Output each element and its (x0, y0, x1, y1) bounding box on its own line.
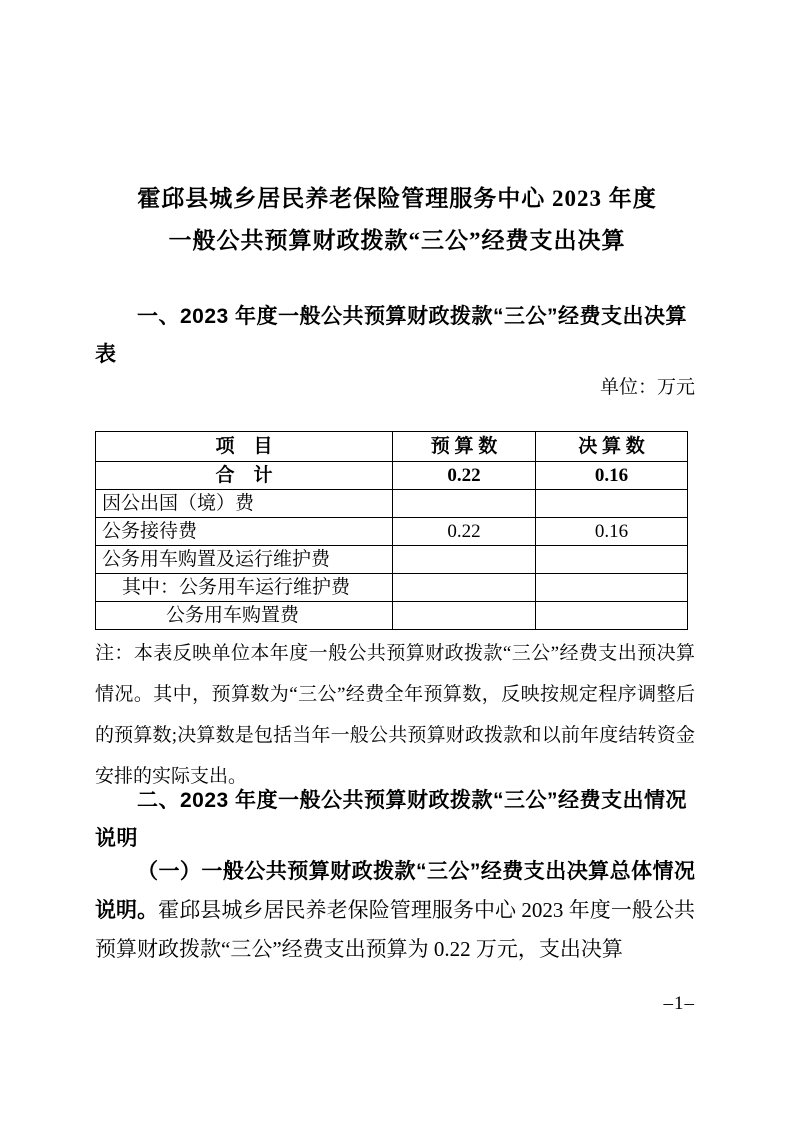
cell-item-abroad: 因公出国（境）费 (96, 490, 393, 518)
cell-final-total: 0.16 (536, 462, 688, 490)
table-row-total (96, 462, 688, 490)
cell-item-vehicle-purchase: 公务用车购置费 (96, 602, 393, 630)
col-header-final: 决 算 数 (536, 432, 688, 462)
cell-item-vehicle-total: 公务用车购置及运行维护费 (96, 546, 393, 574)
table-row-reception (96, 518, 688, 546)
paragraph-1 (95, 852, 695, 969)
table-row-vehicle-purchase (96, 602, 688, 630)
section2-heading-line1: 二、2023 年度一般公共预算财政拨款“三公”经费支出情况 (137, 789, 688, 812)
cell-final-vehicle-total (536, 546, 688, 574)
table-row-vehicle-total (96, 546, 688, 574)
section1-heading-line2: 表 (95, 343, 117, 366)
cell-final-abroad (536, 490, 688, 518)
section1-heading (95, 298, 695, 374)
unit-label: 单位：万元 (599, 377, 695, 398)
budget-table (95, 431, 688, 630)
col-header-item: 项 目 (96, 432, 393, 462)
table-note: 注：本表反映单位本年度一般公共预算财政拨款“三公”经费支出预决算情况。其中，预算数为“三公”经费全年预算数，反映按规定程序调整后的预算数;决算数是包括当年一般公共预算财政拨款和以前年度结转资金安排的实际支出。 (95, 643, 695, 787)
section1-heading-line1: 一、2023 年度一般公共预算财政拨款“三公”经费支出决算 (137, 305, 688, 328)
paragraph-1-body: 霍邱县城乡居民养老保险管理服务中心 2023 年度一般公共预算财政拨款“三公”经费支出预算为 0.22 万元，支出决算 (95, 898, 696, 961)
table-row-vehicle-maintenance (96, 574, 688, 602)
doc-title-line1: 霍邱县城乡居民养老保险管理服务中心 2023 年度 (137, 186, 657, 211)
doc-title (0, 178, 794, 262)
cell-budget-total: 0.22 (393, 462, 536, 490)
cell-budget-vehicle-total (393, 546, 536, 574)
cell-final-vehicle-maintenance (536, 574, 688, 602)
cell-final-reception: 0.16 (536, 518, 688, 546)
cell-item-total: 合 计 (96, 462, 393, 490)
section2-heading (95, 782, 695, 858)
page-number: –1– (663, 993, 695, 1014)
doc-title-line2: 一般公共预算财政拨款“三公”经费支出决算 (168, 228, 626, 253)
cell-item-vehicle-maintenance: 其中：公务用车运行维护费 (96, 574, 393, 602)
table-row-abroad (96, 490, 688, 518)
section2-heading-line2: 说明 (95, 827, 138, 850)
cell-budget-vehicle-maintenance (393, 574, 536, 602)
cell-budget-abroad (393, 490, 536, 518)
table-header-row (96, 432, 688, 462)
paragraph-1-lead: （一）一般公共预算财政拨款“三公”经费支出决算总体情况说明。 (95, 860, 695, 922)
cell-item-reception: 公务接待费 (96, 518, 393, 546)
cell-final-vehicle-purchase (536, 602, 688, 630)
cell-budget-vehicle-purchase (393, 602, 536, 630)
col-header-budget: 预 算 数 (393, 432, 536, 462)
cell-budget-reception: 0.22 (393, 518, 536, 546)
